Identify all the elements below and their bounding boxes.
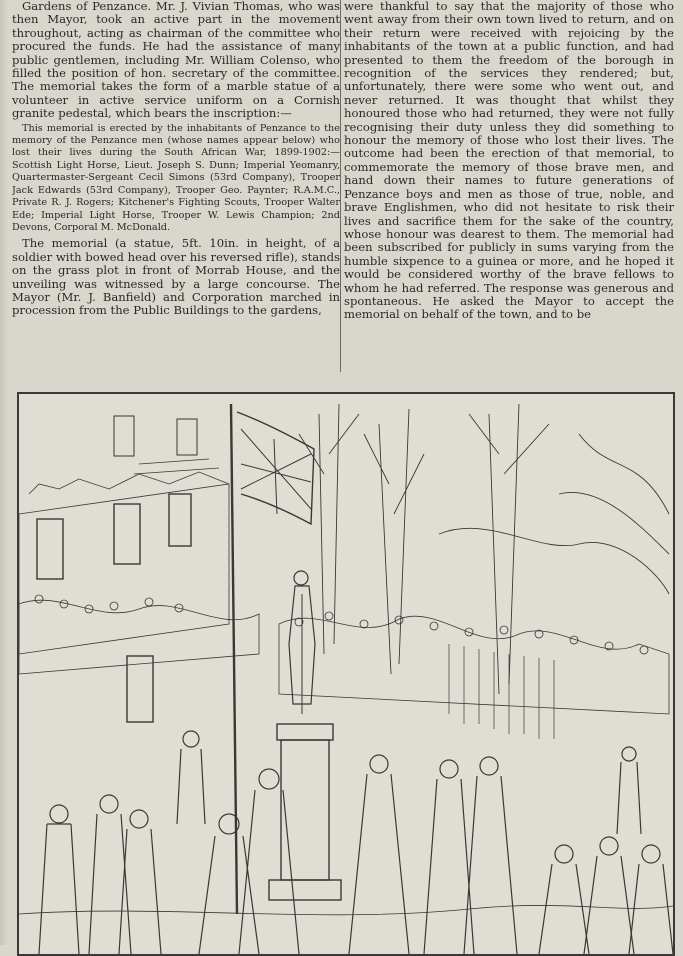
building-facade (19, 416, 229, 722)
left-paragraph-2: The memorial (a statue, 5ft. 10in. in height, of a soldier with bowed head over his reversed rifle), stands on the grass plot in front of Morrab House, and the unveiling was witnessed by a large concourse. The Mayor (Mr. J. Banfield) and Corporation marched in procession from the Public Buildings to the gardens, (12, 236, 340, 318)
memorial-inscription: This memorial is erected by the inhabitants of Penzance to the memory of the Penzance men (whose names appear below) who lost their lives during the South African War, 1899-1902:—Scottish Light Horse, Lieut. Joseph S. Dunn; Imperial Yeomanry, Quartermaster-Sergeant Cecil Simons (53rd Company), Trooper Jack Edwards (53rd Company), Trooper Geo. Paynter; R.A.M.C., Private R. J. Rogers; Kitchener's Fighting Scouts, Trooper Walter Ede; Imperial Light Horse, Trooper W. Lewis Champion; 2nd Devons, Corporal M. McDonald. (12, 122, 340, 233)
page-gutter (0, 0, 8, 945)
column-rule (340, 0, 341, 372)
memorial-unveiling-illustration (17, 392, 675, 956)
left-column (12, 0, 340, 372)
trees (299, 404, 669, 694)
foreground-figures (39, 731, 673, 954)
left-paragraph-1: Gardens of Penzance. Mr. J. Vivian Thomas, who was then Mayor, took an active part in the movement throughout, acting as chairman of the committee who procured the funds. He had the assistance of many public gentlemen, including Mr. William Colenso, who filled the position of hon. secretary of the committee. The memorial takes the form of a marble statue of a volunteer in active service uniform on a Cornish granite pedestal, which bears the inscription:— (12, 0, 340, 121)
right-paragraph-1: were thankful to say that the majority of those who went away from their own town lived to return, and on their return were received with rejoicing by the inhabitants of the town at a public function, and had presented to them the freedom of the borough in recognition of the services they rendered; but, unfortunately, there were some who went out, and never returned. It was thought that whilst they honoured those who had returned, they were not fully recognising their duty unless they did something to honour the memory of those who lost their lives. The outcome had been the erection of that memorial, to commemorate the memory of those brave men, and hand down their names to future generations of Penzance boys and men as those of true, noble, and brave Englishmen, who did not hesitate to risk their lives and sacrifice them for the sake of the country, whose honour was dearest to them. The memorial had been subscribed for publicly in sums varying from the humble sixpence to a guinea or more, and he hoped it would be considered worthy of the brave fellows to whom he had referred. The response was generous and spontaneous. He asked the Mayor to accept the memorial on behalf of the town, and to be (344, 0, 674, 322)
right-column (344, 0, 674, 372)
statue-pedestal (269, 571, 341, 900)
ground-line (19, 905, 673, 914)
crowd-background (19, 595, 669, 739)
